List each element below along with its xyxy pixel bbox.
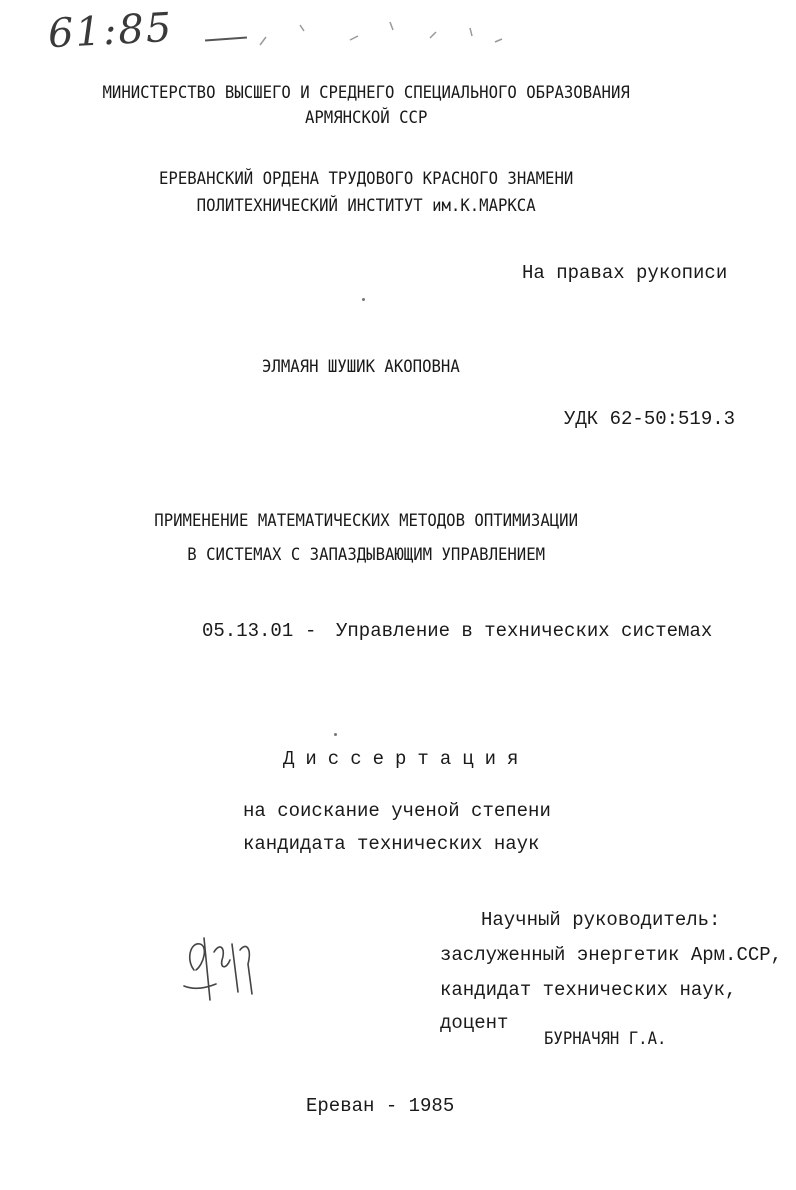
title-line-2: В СИСТЕМАХ С ЗАПАЗДЫВАЮЩИМ УПРАВЛЕНИЕМ (187, 545, 546, 565)
supervisor-name: БУРНАЧЯН Г.А. (544, 1029, 667, 1049)
specialty-name: Управление в технических системах (336, 620, 713, 642)
ministry-line-1: МИНИСТЕРСТВО ВЫСШЕГО И СРЕДНЕГО СПЕЦИАЛЬНОГО ОБРАЗОВАНИЯ (102, 83, 630, 103)
title-line-1: ПРИМЕНЕНИЕ МАТЕМАТИЧЕСКИХ МЕТОДОВ ОПТИМИЗАЦИИ (154, 511, 579, 531)
ink-speck (362, 298, 365, 301)
place-and-year: Ереван - 1985 (306, 1095, 455, 1117)
handwritten-archive-mark: 61:85 (46, 4, 175, 58)
ink-specks-decoration (240, 10, 520, 60)
supervisor-heading: Научный руководитель: (481, 909, 721, 931)
manuscript-note: На правах рукописи (522, 262, 728, 284)
supervisor-title-line-3: доцент (440, 1012, 509, 1034)
author-name: ЭЛМАЯН ШУШИК АКОПОВНА (262, 357, 460, 377)
institute-line-2: ПОЛИТЕХНИЧЕСКИЙ ИНСТИТУТ им.К.МАРКСА (196, 196, 536, 216)
handwritten-signature (180, 930, 270, 1005)
ministry-line-2: АРМЯНСКОЙ ССР (304, 108, 428, 128)
degree-line-1: на соискание ученой степени (243, 800, 551, 822)
ink-speck (334, 733, 337, 736)
specialty-dash: - (305, 620, 317, 642)
document-type: Диссертация (283, 748, 530, 770)
institute-line-1: ЕРЕВАНСКИЙ ОРДЕНА ТРУДОВОГО КРАСНОГО ЗНАМЕНИ (159, 169, 574, 189)
supervisor-title-line-2: кандидат технических наук, (440, 979, 737, 1001)
specialty-code: 05.13.01 (202, 620, 294, 642)
udc-code: УДК 62-50:519.3 (564, 408, 736, 430)
degree-line-2: кандидата технических наук (243, 833, 540, 855)
supervisor-title-line-1: заслуженный энергетик Арм.ССР, (440, 944, 783, 966)
